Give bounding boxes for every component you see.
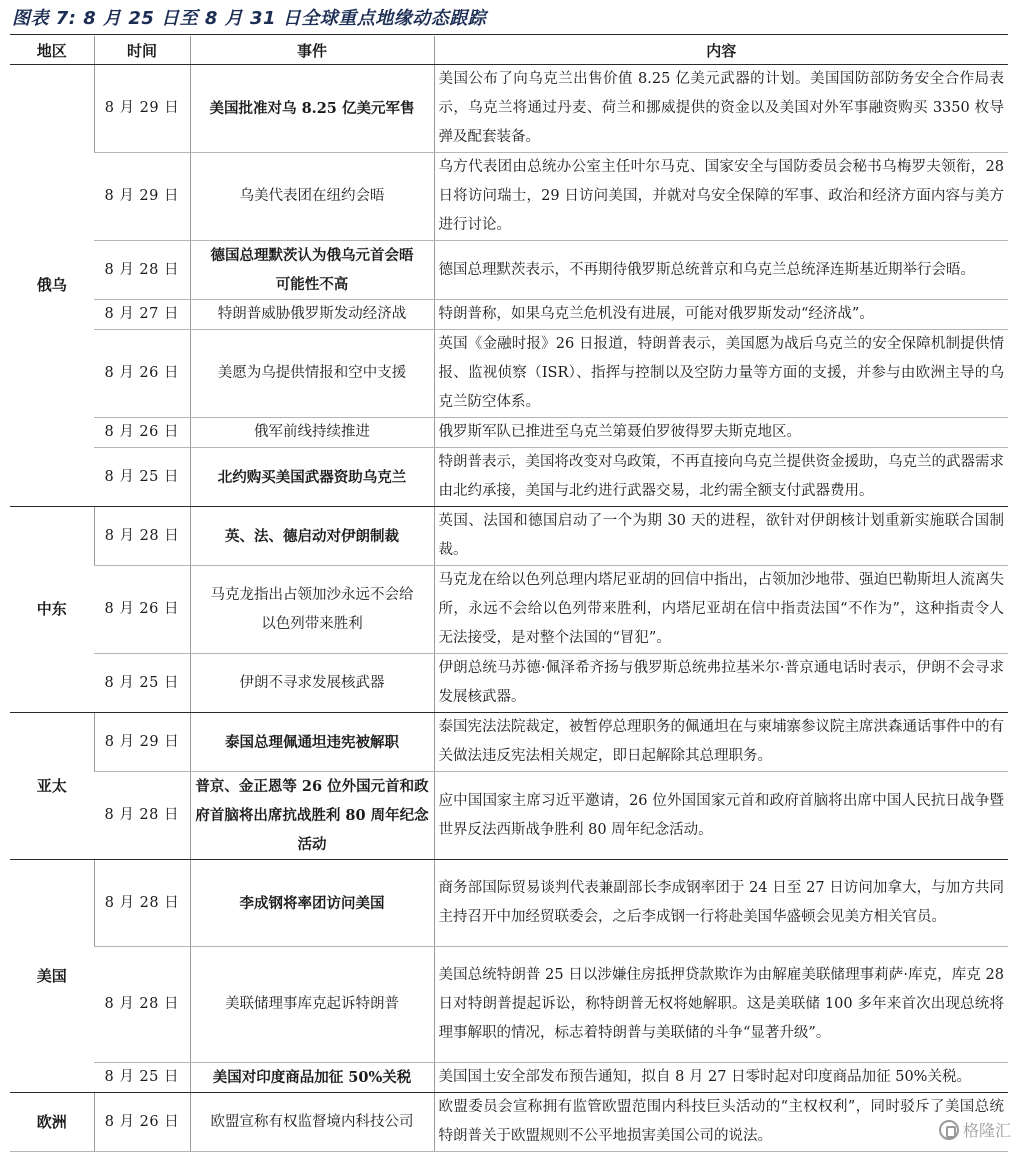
content-cell: 伊朗总统马苏德·佩泽希齐扬与俄罗斯总统弗拉基米尔·普京通电话时表示，伊朗不会寻求发展核武器。 (434, 654, 1008, 713)
content-cell: 俄罗斯军队已推进至乌克兰第聂伯罗彼得罗夫斯克地区。 (434, 418, 1008, 448)
event-cell: 特朗普威胁俄罗斯发动经济战 (190, 300, 434, 330)
table-row (10, 772, 1008, 860)
event-cell: 普京、金正恩等 26 位外国元首和政府首脑将出席抗战胜利 80 周年纪念活动 (190, 772, 434, 860)
content-cell: 泰国宪法法院裁定，被暂停总理职务的佩通坦在与柬埔寨参议院主席洪森通话事件中的有关做法违反宪法相关规定，即日起解除其总理职务。 (434, 713, 1008, 772)
table-row (10, 300, 1008, 330)
date-cell: 8 月 26 日 (94, 1093, 190, 1152)
content-cell: 英国、法国和德国启动了一个为期 30 天的进程，欲针对伊朗核计划重新实施联合国制裁。 (434, 507, 1008, 566)
event-cell: 伊朗不寻求发展核武器 (190, 654, 434, 713)
header-event: 事件 (190, 36, 434, 65)
date-cell: 8 月 26 日 (94, 566, 190, 654)
table-row (10, 566, 1008, 654)
table-row (10, 418, 1008, 448)
header-date: 时间 (94, 36, 190, 65)
content-cell: 乌方代表团由总统办公室主任叶尔马克、国家安全与国防委员会秘书乌梅罗夫领衔，28 日将访问瑞士，29 日访问美国，并就对乌安全保障的军事、政治和经济方面内容与美方进行讨论。 (434, 153, 1008, 241)
content-cell: 英国《金融时报》26 日报道，特朗普表示，美国愿为战后乌克兰的安全保障机制提供情报、监视侦察（ISR）、指挥与控制以及空防力量等方面的支援，并参与由欧洲主导的乌克兰防空体系。 (434, 330, 1008, 418)
event-cell: 德国总理默茨认为俄乌元首会晤可能性不高 (190, 241, 434, 300)
date-cell: 8 月 29 日 (94, 153, 190, 241)
geopolitics-table (10, 36, 1008, 1152)
event-cell: 泰国总理佩通坦违宪被解职 (190, 713, 434, 772)
date-cell: 8 月 25 日 (94, 448, 190, 507)
event-cell: 马克龙指出占领加沙永远不会给以色列带来胜利 (190, 566, 434, 654)
event-cell: 美国对印度商品加征 50%关税 (190, 1063, 434, 1093)
region-cell: 俄乌 (10, 65, 94, 507)
content-cell: 马克龙在给以色列总理内塔尼亚胡的回信中指出，占领加沙地带、强迫巴勒斯坦人流离失所，永远不会给以色列带来胜利，内塔尼亚胡在信中指责法国“不作为”，这种指责令人无法接受，是对整个法国的“冒犯”。 (434, 566, 1008, 654)
region-cell: 亚太 (10, 713, 94, 860)
event-cell: 英、法、德启动对伊朗制裁 (190, 507, 434, 566)
content-cell: 商务部国际贸易谈判代表兼副部长李成钢率团于 24 日至 27 日访问加拿大，与加方共同主持召开中加经贸联委会，之后李成钢一行将赴美国华盛顿会见美方相关官员。 (434, 860, 1008, 947)
event-cell: 美愿为乌提供情报和空中支援 (190, 330, 434, 418)
date-cell: 8 月 25 日 (94, 1063, 190, 1093)
table-row (10, 1093, 1008, 1152)
content-cell: 德国总理默茨表示，不再期待俄罗斯总统普京和乌克兰总统泽连斯基近期举行会晤。 (434, 241, 1008, 300)
date-cell: 8 月 28 日 (94, 507, 190, 566)
title-divider (10, 34, 1008, 35)
table-row (10, 860, 1008, 947)
header-region: 地区 (10, 36, 94, 65)
date-cell: 8 月 28 日 (94, 241, 190, 300)
content-cell: 特朗普表示，美国将改变对乌政策，不再直接向乌克兰提供资金援助，乌克兰的武器需求由北约承接，美国与北约进行武器交易，北约需全额支付武器费用。 (434, 448, 1008, 507)
chart-title: 图表 7: 8 月 25 日至 8 月 31 日全球重点地缘动态跟踪 (12, 8, 487, 29)
table-row (10, 241, 1008, 300)
date-cell: 8 月 27 日 (94, 300, 190, 330)
table-header-row (10, 36, 1008, 65)
content-cell: 欧盟委员会宣称拥有监管欧盟范围内科技巨头活动的“主权权利”，同时驳斥了美国总统特朗普关于欧盟规则不公平地损害美国公司的说法。 (434, 1093, 1008, 1152)
date-cell: 8 月 26 日 (94, 330, 190, 418)
content-cell: 应中国国家主席习近平邀请，26 位外国国家元首和政府首脑将出席中国人民抗日战争暨世界反法西斯战争胜利 80 周年纪念活动。 (434, 772, 1008, 860)
watermark (939, 1118, 1011, 1141)
region-cell: 美国 (10, 860, 94, 1093)
content-cell: 美国公布了向乌克兰出售价值 8.25 亿美元武器的计划。美国国防部防务安全合作局表示，乌克兰将通过丹麦、荷兰和挪威提供的资金以及美国对外军事融资购买 3350 枚导弹及配套装备。 (434, 65, 1008, 153)
table-row (10, 448, 1008, 507)
content-cell: 特朗普称，如果乌克兰危机没有进展，可能对俄罗斯发动“经济战”。 (434, 300, 1008, 330)
region-cell: 欧洲 (10, 1093, 94, 1152)
gelonghui-logo-icon (939, 1120, 959, 1140)
event-cell: 美联储理事库克起诉特朗普 (190, 947, 434, 1063)
content-cell: 美国总统特朗普 25 日以涉嫌住房抵押贷款欺诈为由解雇美联储理事莉萨·库克，库克 28 日对特朗普提起诉讼，称特朗普无权将她解职。这是美联储 100 多年来首次出现总统将理事解职的情况，标志着特朗普与美联储的斗争“显著升级”。 (434, 947, 1008, 1063)
header-content: 内容 (434, 36, 1008, 65)
event-cell: 俄军前线持续推进 (190, 418, 434, 448)
watermark-text: 格隆汇 (962, 1121, 1011, 1140)
date-cell: 8 月 29 日 (94, 65, 190, 153)
event-cell: 乌美代表团在纽约会晤 (190, 153, 434, 241)
table-row (10, 65, 1008, 153)
date-cell: 8 月 26 日 (94, 418, 190, 448)
table-row (10, 713, 1008, 772)
content-cell: 美国国土安全部发布预告通知，拟自 8 月 27 日零时起对印度商品加征 50%关税。 (434, 1063, 1008, 1093)
date-cell: 8 月 28 日 (94, 772, 190, 860)
event-cell: 北约购买美国武器资助乌克兰 (190, 448, 434, 507)
table-row (10, 654, 1008, 713)
event-cell: 欧盟宣称有权监督境内科技公司 (190, 1093, 434, 1152)
table-row (10, 330, 1008, 418)
table-row (10, 507, 1008, 566)
region-cell: 中东 (10, 507, 94, 713)
table-row (10, 1063, 1008, 1093)
date-cell: 8 月 28 日 (94, 860, 190, 947)
date-cell: 8 月 29 日 (94, 713, 190, 772)
event-cell: 李成钢将率团访问美国 (190, 860, 434, 947)
table-row (10, 153, 1008, 241)
date-cell: 8 月 28 日 (94, 947, 190, 1063)
table-row (10, 947, 1008, 1063)
date-cell: 8 月 25 日 (94, 654, 190, 713)
event-cell: 美国批准对乌 8.25 亿美元军售 (190, 65, 434, 153)
